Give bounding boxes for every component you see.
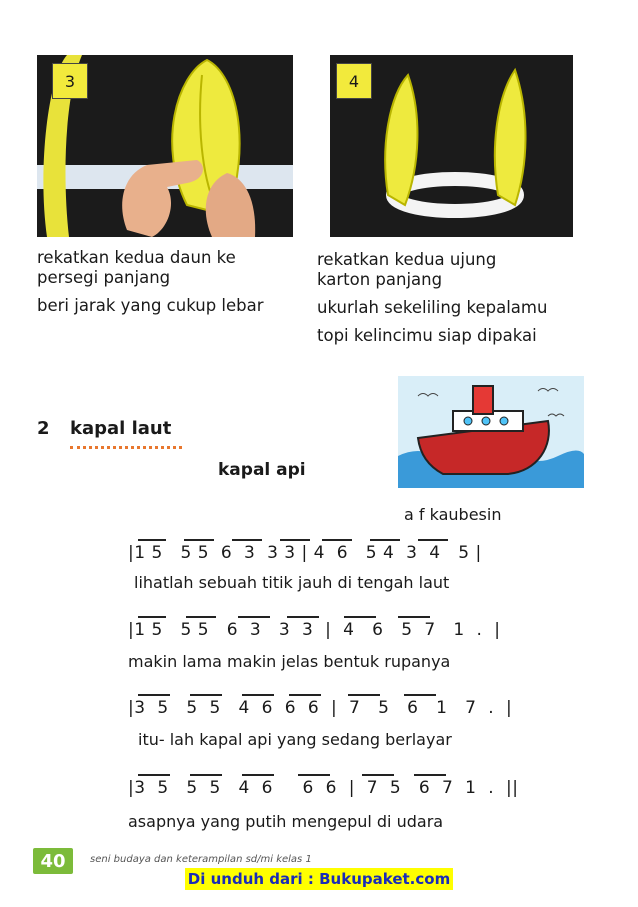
beam — [398, 616, 430, 618]
song-title: kapal api — [218, 460, 306, 480]
caption-line: topi kelincimu siap dipakai — [317, 326, 537, 345]
composer: a f kaubesin — [404, 505, 502, 524]
section-number: 2 — [37, 418, 50, 439]
download-banner: Di unduh dari : Bukupaket.com — [185, 868, 453, 890]
lyric: asapnya yang putih mengepul di udara — [128, 812, 444, 831]
beam — [242, 774, 274, 776]
steamship-icon — [398, 376, 584, 488]
beam — [298, 774, 330, 776]
title-underline — [70, 446, 182, 449]
step-badge: 3 — [52, 63, 88, 99]
notation: |1 5 5 5 6 3 3 3 | 4 6 5 7 1 . | — [128, 620, 501, 640]
beam — [138, 616, 166, 618]
beam — [344, 616, 376, 618]
caption-step-3 — [37, 248, 264, 316]
beam — [322, 539, 352, 541]
beam — [280, 539, 310, 541]
ship-illustration — [398, 376, 584, 488]
notation: |3 5 5 5 4 6 6 6 | 7 5 6 1 7 . | — [128, 698, 513, 718]
caption-line: beri jarak yang cukup lebar — [37, 296, 264, 315]
lyric: makin lama makin jelas bentuk rupanya — [128, 652, 451, 671]
beam — [418, 539, 448, 541]
beam — [289, 694, 321, 696]
page-number: 40 — [33, 848, 73, 874]
beam — [138, 694, 170, 696]
beam — [362, 774, 394, 776]
beam — [186, 616, 216, 618]
beam — [138, 539, 166, 541]
book-title: seni budaya dan keterampilan sd/mi kelas 1 — [90, 854, 312, 865]
photo-step-4 — [330, 55, 573, 237]
notation: |1 5 5 5 6 3 3 3 | 4 6 5 4 3 4 5 | — [128, 543, 482, 563]
notation: |3 5 5 5 4 6 6 6 | 7 5 6 7 1 . || — [128, 778, 519, 798]
beam — [404, 694, 436, 696]
beam — [232, 539, 262, 541]
beam — [348, 694, 380, 696]
photo-step-3 — [37, 55, 293, 237]
beam — [242, 694, 274, 696]
beam — [138, 774, 170, 776]
caption-line: rekatkan kedua daun ke — [37, 248, 236, 267]
section-title: kapal laut — [70, 418, 172, 439]
beam — [190, 774, 222, 776]
beam — [184, 539, 214, 541]
beam — [370, 539, 400, 541]
caption-line: persegi panjang — [37, 268, 171, 287]
beam — [287, 616, 319, 618]
caption-line: ukurlah sekeliling kepalamu — [317, 298, 548, 317]
beam — [238, 616, 270, 618]
lyric: lihatlah sebuah titik jauh di tengah laut — [134, 573, 450, 592]
caption-line: karton panjang — [317, 270, 443, 289]
beam — [414, 774, 446, 776]
caption-line: rekatkan kedua ujung — [317, 250, 497, 269]
lyric: itu- lah kapal api yang sedang berlayar — [138, 730, 452, 749]
caption-step-4 — [317, 250, 547, 346]
step-badge: 4 — [336, 63, 372, 99]
beam — [190, 694, 222, 696]
